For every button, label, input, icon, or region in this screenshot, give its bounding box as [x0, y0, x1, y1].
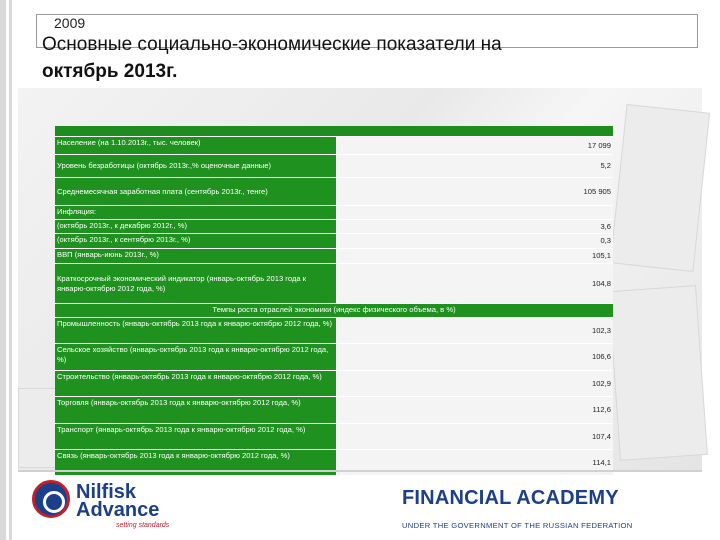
row-value: 5,2 — [337, 155, 613, 177]
row-value: 104,8 — [337, 264, 613, 303]
table-row — [55, 137, 613, 155]
table-row — [55, 344, 613, 371]
row-value: 102,3 — [337, 318, 613, 343]
table-header-bar — [55, 126, 613, 137]
decor-stripe — [0, 0, 6, 540]
row-value — [337, 206, 613, 219]
row-value: 3,6 — [337, 220, 613, 233]
year-label: 2009 — [54, 15, 86, 31]
row-value: 112,6 — [337, 397, 613, 423]
table-row — [55, 220, 613, 234]
row-value: 102,9 — [337, 371, 613, 396]
table-row — [55, 155, 613, 178]
row-value: 17 099 — [337, 137, 613, 154]
row-label: Транспорт (январь-октябрь 2013 года к январю-октябрю 2012 года, %) — [55, 424, 337, 449]
row-label: Сельское хозяйство (январь-октябрь 2013 года к январю-октябрю 2012 года, %) — [55, 344, 337, 370]
title-date: октябрь 2013г. — [42, 61, 178, 82]
logo-tagline: setting standards — [116, 522, 170, 529]
logo-text: Advance — [76, 499, 160, 521]
row-label: Население (на 1.10.2013г., тыс. человек) — [55, 137, 337, 154]
row-label: ВВП (январь-июнь 2013г., %) — [55, 249, 337, 263]
row-value: 105,1 — [337, 249, 613, 263]
logo-mark-icon — [32, 480, 70, 518]
row-value: 107,4 — [337, 424, 613, 449]
table-row — [55, 318, 613, 344]
page-title — [42, 31, 702, 85]
table-row — [55, 397, 613, 424]
table-row — [55, 234, 613, 249]
row-label: Уровень безработицы (октябрь 2013г.,% оценочные данные) — [55, 155, 337, 177]
decor-stripe — [9, 0, 12, 540]
table-section-row — [55, 304, 613, 318]
title-line: Основные социально-экономические показатели на — [42, 34, 502, 55]
row-label: Связь (январь-октябрь 2013 года к январю-октябрю 2012 года, %) — [55, 450, 337, 475]
table-row — [55, 371, 613, 397]
table-row — [55, 249, 613, 264]
row-label: Торговля (январь-октябрь 2013 года к январю-октябрю 2012 года, %) — [55, 397, 337, 423]
row-label: Строительство (январь-октябрь 2013 года к январю-октябрю 2012 года, %) — [55, 371, 337, 396]
logo-text: Nilfisk — [76, 481, 137, 503]
table-row — [55, 206, 613, 220]
row-label: (октябрь 2013г., к декабрю 2012г., %) — [55, 220, 337, 233]
row-label: Промышленность (январь-октябрь 2013 года к январю-октябрю 2012 года, %) — [55, 318, 337, 343]
row-label: Краткосрочный экономический индикатор (январь-октябрь 2013 года к январю-октябрю 2012 года, %) — [55, 264, 337, 303]
table-row — [55, 264, 613, 304]
table-row — [55, 450, 613, 476]
row-label: Инфляция: — [55, 206, 337, 219]
row-value: 106,6 — [337, 344, 613, 370]
academy-title: FINANCIAL ACADEMY — [402, 487, 619, 509]
indicators-table — [55, 126, 613, 476]
row-value: 0,3 — [337, 234, 613, 248]
table-row — [55, 178, 613, 206]
row-label: (октябрь 2013г., к сентябрю 2013г., %) — [55, 234, 337, 248]
footer-divider — [18, 470, 702, 472]
row-value: 105 905 — [337, 178, 613, 205]
section-label: Темпы роста отраслей экономики (индекс физического объема, в %) — [212, 305, 456, 314]
academy-subtitle: UNDER THE GOVERNMENT OF THE RUSSIAN FEDERATION — [402, 521, 633, 530]
row-value: 114,1 — [337, 450, 613, 475]
nilfisk-logo — [26, 474, 186, 534]
table-row — [55, 424, 613, 450]
row-label: Среднемесячная заработная плата (сентябрь 2013г., тенге) — [55, 178, 337, 205]
